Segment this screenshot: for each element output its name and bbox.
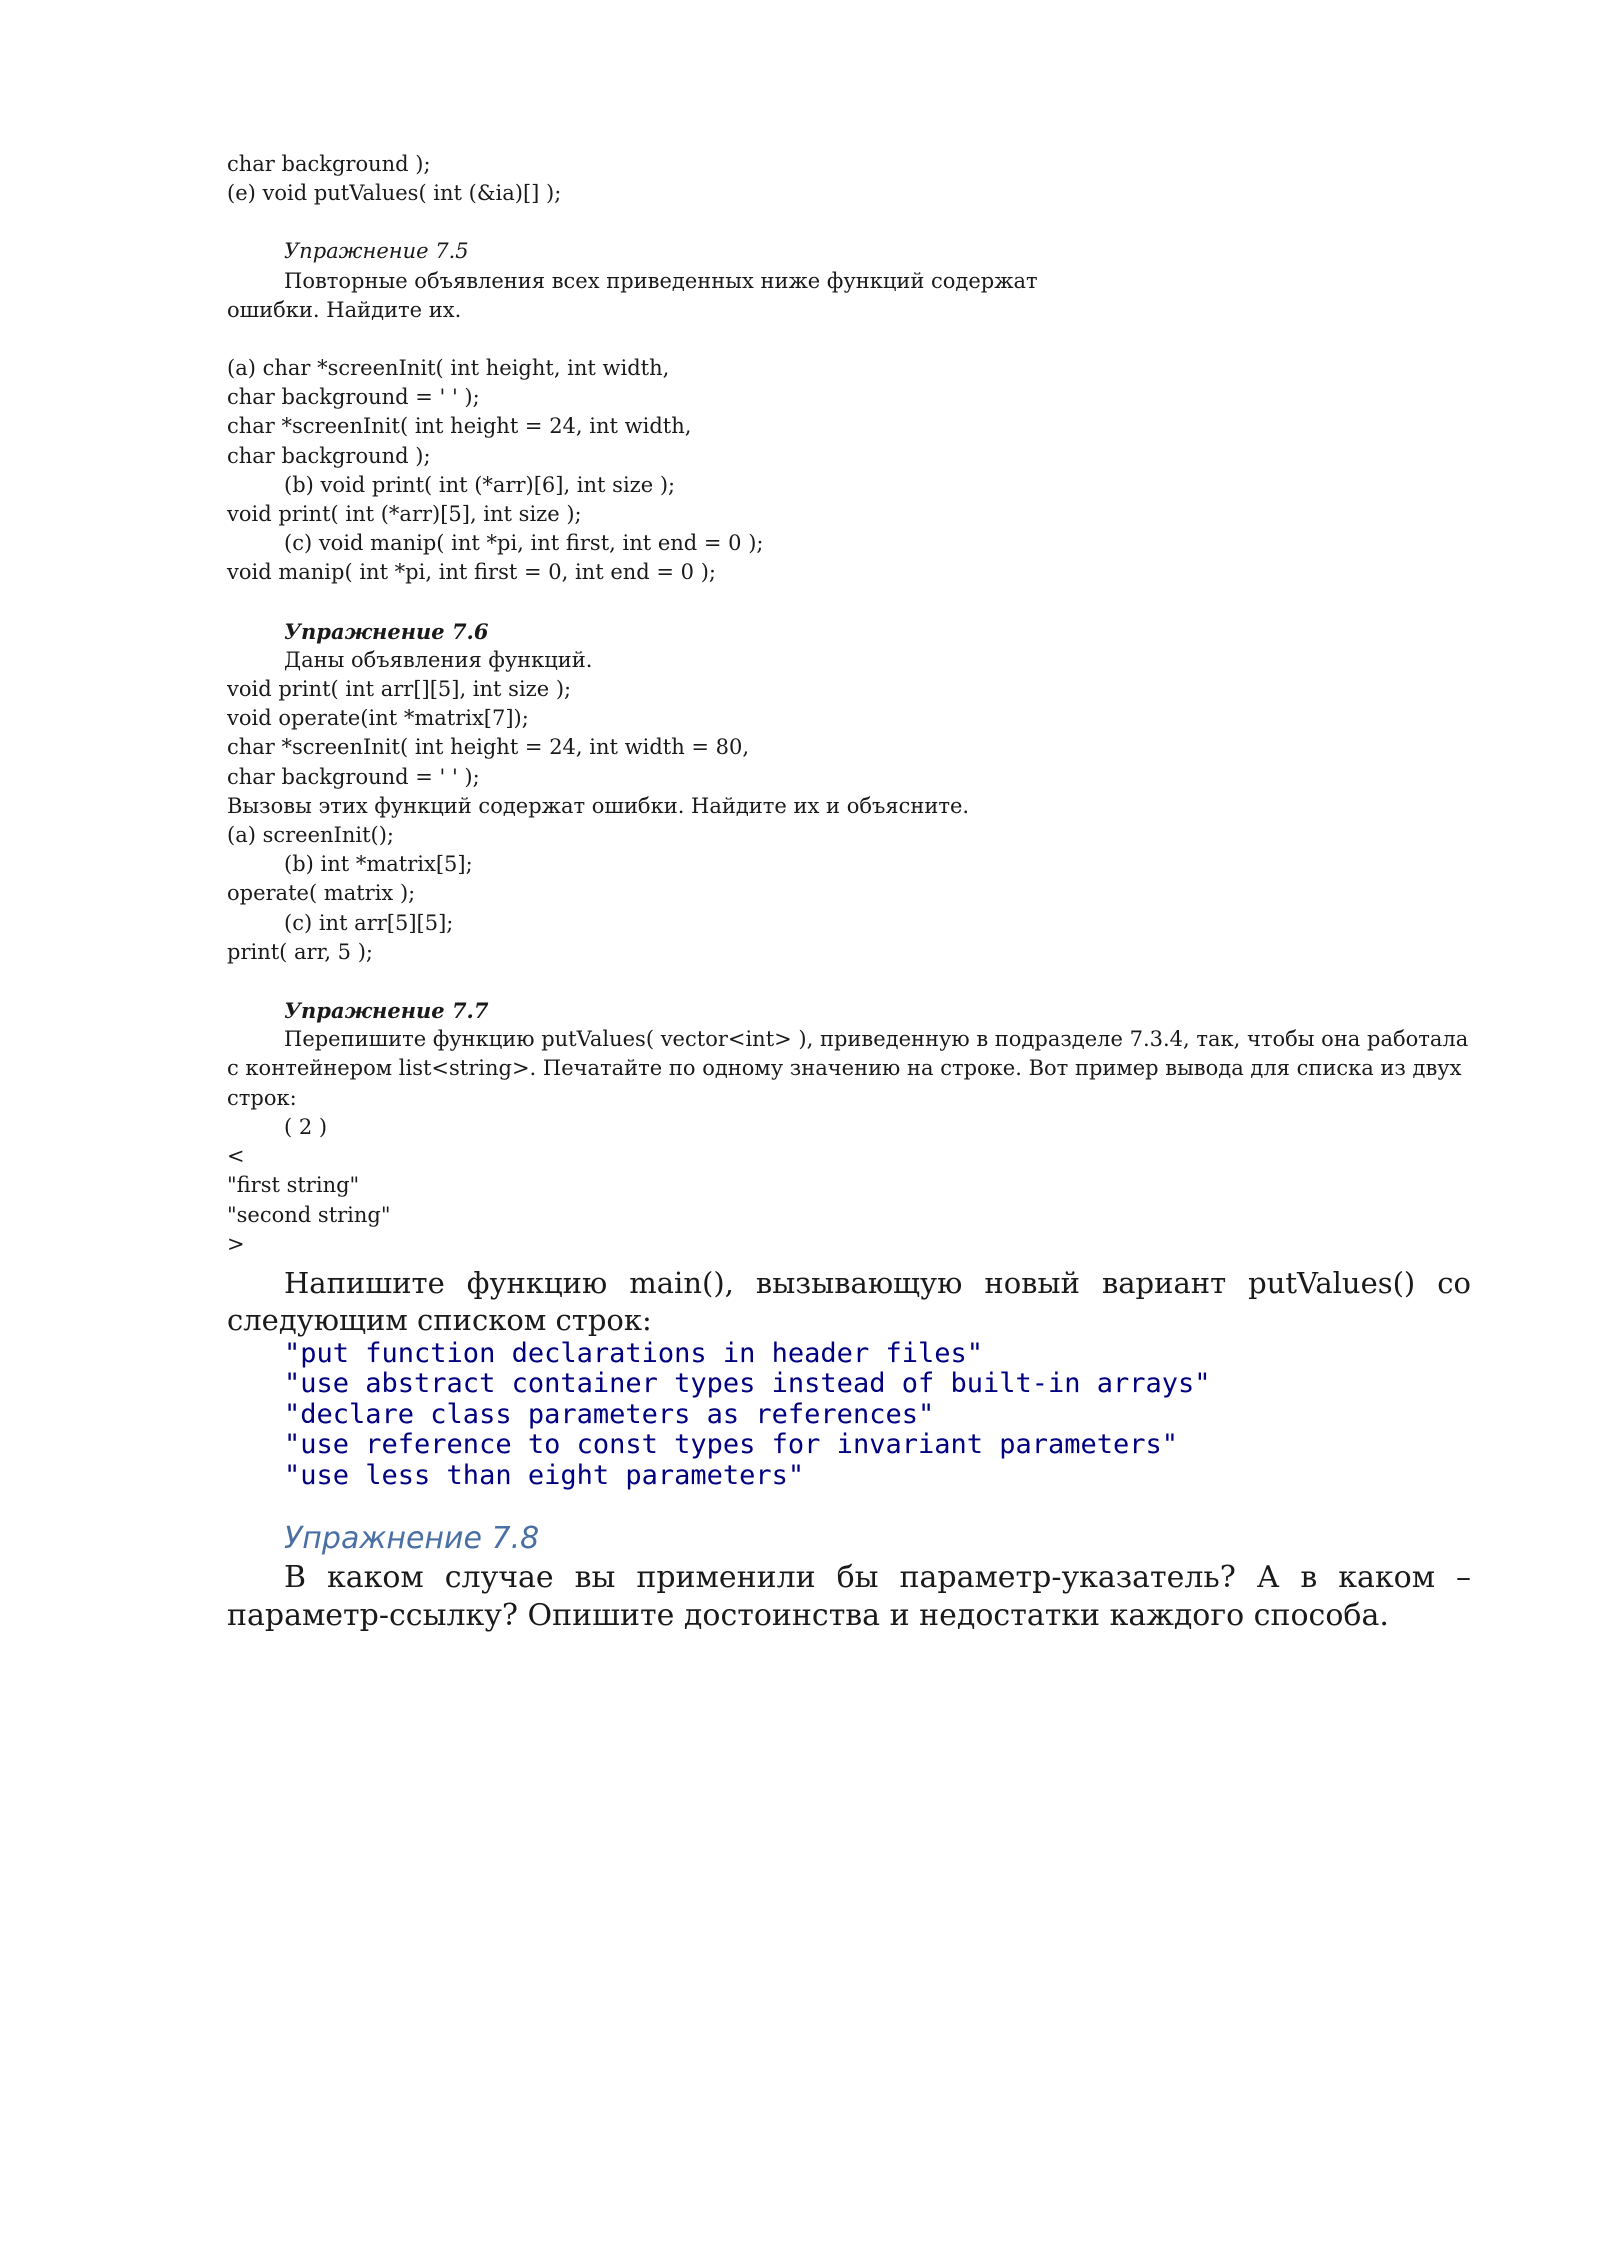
exercise-7-6	[227, 617, 1471, 967]
exercise-title: Упражнение 7.8	[284, 1521, 540, 1557]
code-line: char background );	[227, 443, 431, 468]
output-line: ( 2 )	[284, 1114, 328, 1139]
code-line: void manip( int *pi, int first = 0, int end = 0 );	[227, 560, 716, 585]
output-line: "second string"	[227, 1202, 391, 1227]
string-item: "use reference to const types for invariant parameters"	[284, 1429, 1179, 1461]
code-line: char background );	[227, 152, 431, 176]
string-item: "put function declarations in header files"	[284, 1337, 983, 1369]
code-line: print( arr, 5 );	[227, 939, 373, 964]
exercise-description: Вызовы этих функций содержат ошибки. Найдите их и объясните.	[227, 793, 970, 818]
exercise-description: ошибки. Найдите их.	[227, 297, 462, 322]
string-item: "declare class parameters as references"	[284, 1398, 935, 1430]
code-line: (a) screenInit();	[227, 823, 394, 848]
exercise-title: Упражнение 7.5	[284, 239, 469, 264]
code-line: char background = ' ' );	[227, 764, 480, 789]
code-line: char background = ' ' );	[227, 385, 480, 410]
spacer	[227, 967, 1471, 996]
exercise-title: Упражнение 7.6	[284, 618, 489, 644]
exercise-7-5	[227, 237, 1471, 587]
output-line: "first string"	[227, 1173, 360, 1198]
code-line: (e) void putValues( int (&ia)[] );	[227, 181, 562, 206]
exercise-7-7	[227, 996, 1471, 1259]
output-line: <	[227, 1144, 245, 1169]
spacer	[227, 208, 1471, 237]
exercise-description: Повторные объявления всех приведенных ниже функций содержат	[284, 268, 1038, 293]
code-line: void print( int (*arr)[5], int size );	[227, 502, 582, 527]
string-item: "use less than eight parameters"	[284, 1459, 805, 1491]
code-line: (b) int *matrix[5];	[284, 852, 473, 877]
spacer	[227, 325, 1471, 354]
string-list	[227, 1339, 1471, 1492]
main-instructions	[227, 1265, 1471, 1339]
string-item: "use abstract container types instead of built-in arrays"	[284, 1368, 1211, 1400]
code-line: (c) int arr[5][5];	[284, 910, 454, 935]
exercise-title: Упражнение 7.7	[284, 998, 489, 1024]
exercise-description: Напишите функцию main(), вызывающую новый вариант putValues() со следующим списком строк:	[227, 1265, 1471, 1337]
code-line: (c) void manip( int *pi, int first, int end = 0 );	[284, 531, 764, 556]
exercise-description: Перепишите функцию putValues( vector<int> ), приведенную в подразделе 7.3.4, так, чтобы она работала с контейнером list<string>. Печатайте по одному значению на строке. Вот пример вывода для списка из двух строк:	[227, 1027, 1469, 1110]
code-line: (b) void print( int (*arr)[6], int size );	[284, 472, 676, 497]
exercise-description: В каком случае вы применили бы параметр-указатель? А в каком – параметр-ссылку? Опишите достоинства и недостатки каждого способа.	[227, 1560, 1471, 1634]
code-line: void operate(int *matrix[7]);	[227, 706, 529, 731]
code-line: void print( int arr[][5], int size );	[227, 677, 572, 702]
code-line: operate( matrix );	[227, 881, 416, 906]
document-page	[227, 150, 1471, 1635]
code-line: (a) char *screenInit( int height, int width,	[227, 356, 670, 381]
output-line: >	[227, 1231, 245, 1256]
spacer	[227, 588, 1471, 617]
exercise-7-8	[227, 1519, 1471, 1635]
top-code-block	[227, 150, 1471, 208]
exercise-intro: Даны объявления функций.	[284, 647, 593, 672]
code-line: char *screenInit( int height = 24, int width = 80,	[227, 735, 750, 760]
code-line: char *screenInit( int height = 24, int width,	[227, 414, 692, 439]
